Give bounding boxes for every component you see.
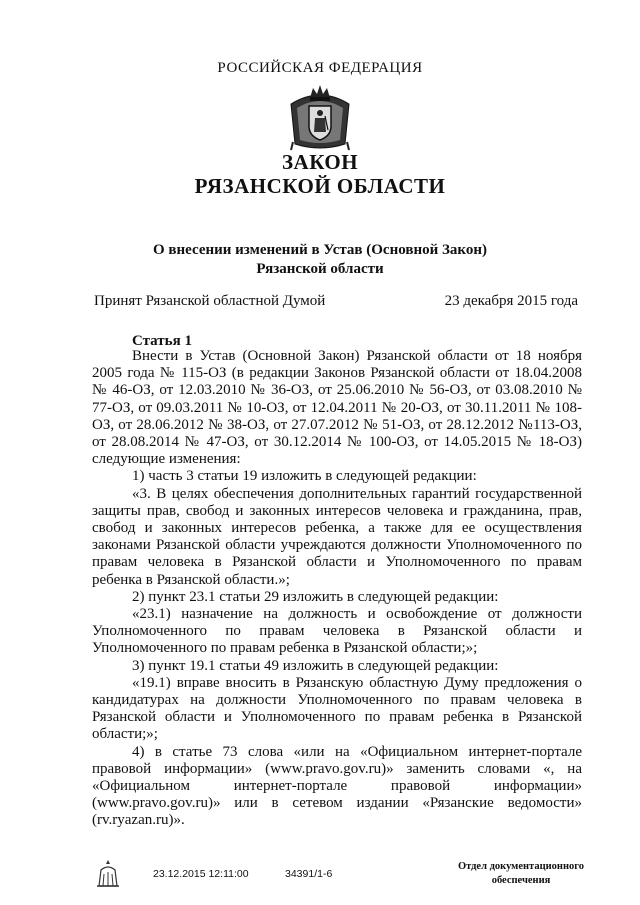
law-title-line1: ЗАКОН	[281, 150, 359, 174]
footer-emblem-icon	[95, 858, 121, 888]
article-paragraph: Внести в Устав (Основной Закон) Рязанской области от 18 ноября 2005 года № 115-ОЗ (в редакции Законов Рязанской области от 18.04.2008 № 46-ОЗ, от 12.03.2010 № 36-ОЗ, от 25.06.2010 № 56-ОЗ, от 03.08.2010 № 77-ОЗ, от 09.03.2011 № 10-ОЗ, от 12.04.2011 № 20-ОЗ, от 30.11.2011 № 108-ОЗ, от 28.06.2012 № 38-ОЗ, от 27.07.2012 № 51-ОЗ, от 28.12.2012 №113-ОЗ, от 28.08.2014 № 47-ОЗ, от 30.12.2014 № 100-ОЗ, от 14.05.2015 № 18-ОЗ) следующие изменения:	[92, 348, 582, 468]
adopted-by: Принят Рязанской областной Думой	[94, 293, 326, 309]
article-paragraph: 1) часть 3 статьи 19 изложить в следующей редакции:	[132, 468, 477, 485]
article-paragraph: «23.1) назначение на должность и освобождение от должности Уполномоченного по правам человека в Рязанской области и Уполномоченного по правам ребенка в Рязанской области;»;	[92, 606, 582, 657]
country-heading: РОССИЙСКАЯ ФЕДЕРАЦИЯ	[217, 60, 423, 76]
ryazan-coat-of-arms-icon	[285, 82, 355, 152]
law-title	[0, 150, 640, 198]
article-paragraph: «19.1) вправе вносить в Рязанскую областную Думу предложения о кандидатурах на должности Уполномоченного по правам человека в Рязанской области и Уполномоченного по правам ребенка в Рязанской области;»;	[92, 674, 582, 743]
article-paragraph: 4) в статье 73 слова «или на «Официальном интернет-портале правовой информации» (www.pravo.gov.ru)» заменить словами «, на «Официальном интернет-портале правовой информации» (www.pravo.gov.ru)» или в сетевом издании «Рязанские ведомости» (rv.ryazan.ru)».	[92, 743, 582, 829]
footer-department	[446, 860, 596, 888]
article-paragraph: «3. В целях обеспечения дополнительных гарантий государственной защиты прав, свобод и законных интересов человека и гражданина, прав, свобод и законных интересов ребенка, а также для ее осуществления законами Рязанской области учреждаются должности Уполномоченного по правам человека в Рязанской области и Уполномоченного по правам ребенка в Рязанской области.»;	[92, 485, 582, 588]
footer-timestamp: 23.12.2015 12:11:00	[153, 868, 249, 880]
article-body	[92, 348, 582, 830]
law-subject-line2: Рязанской области	[256, 261, 384, 277]
article-paragraph: 3) пункт 19.1 статьи 49 изложить в следующей редакции:	[132, 657, 499, 674]
footer-department-line1: Отдел документационного	[457, 861, 585, 872]
article-title: Статья 1	[132, 333, 192, 349]
footer-doc-code: 34391/1-6	[285, 868, 333, 880]
footer-department-line2: обеспечения	[491, 875, 551, 886]
adopted-date: 23 декабря 2015 года	[444, 293, 578, 309]
law-subject-line1: О внесении изменений в Устав (Основной Закон)	[152, 242, 487, 258]
article-paragraph: 2) пункт 23.1 статьи 29 изложить в следующей редакции:	[132, 588, 499, 605]
law-subject	[0, 241, 640, 279]
law-title-line2: РЯЗАНСКОЙ ОБЛАСТИ	[194, 174, 446, 198]
